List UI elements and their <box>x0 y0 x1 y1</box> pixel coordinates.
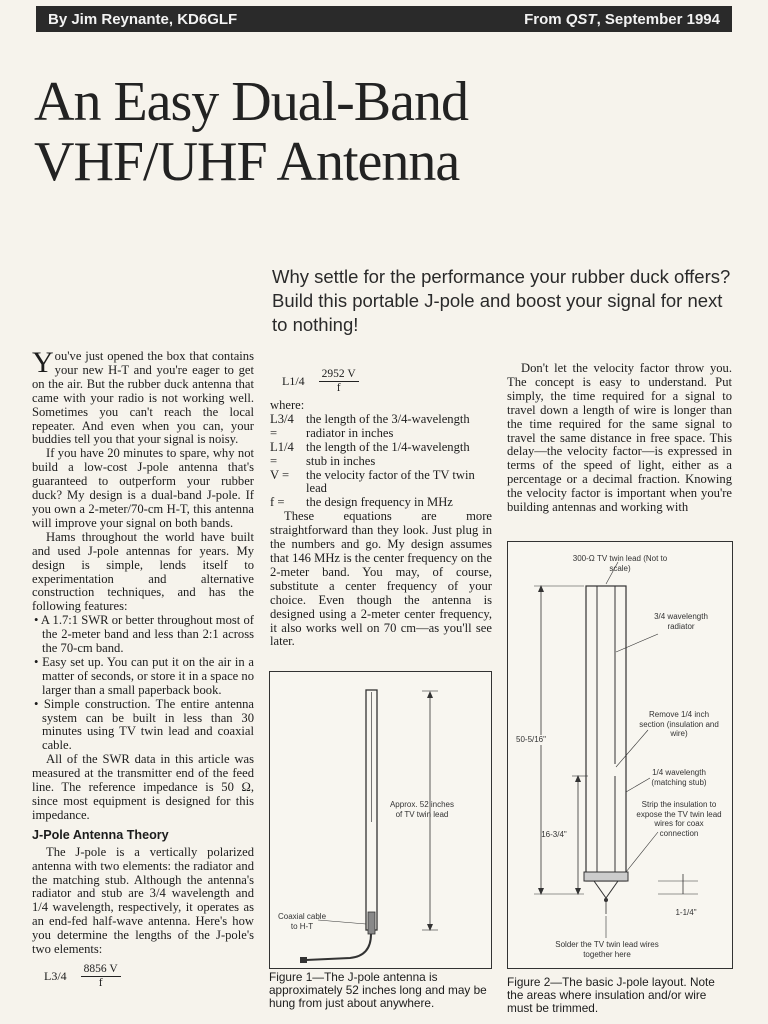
label-solder: Solder the TV twin lead wires together here <box>555 940 659 959</box>
label-twin-lead: 300-Ω TV twin lead (Not to scale) <box>572 554 668 573</box>
paragraph: All of the SWR data in this article was measured at the transmitter end of the feed line. The reference impedance is 50 Ω, since most equipment is designed for this impedance. <box>32 752 254 822</box>
title-line-1: An Easy Dual-Band <box>34 71 469 133</box>
figure-1-caption: Figure 1—The J-pole antenna is approximately 52 inches long and may be hung from just about anywhere. <box>269 970 487 1010</box>
column-2 <box>270 368 492 649</box>
header-bar <box>36 6 732 32</box>
def-key: L3/4 = <box>270 411 294 440</box>
def-key: V = <box>270 467 290 482</box>
label-remove-section: Remove 1/4 inch section (insulation and wire) <box>639 710 719 738</box>
paragraph: Hams throughout the world have built and used J-pole antennas for years. My design is simple, lends itself to experimentation and alternative construction techniques, and has the following features: <box>32 529 254 614</box>
equation-stub <box>282 368 492 395</box>
label-matching-stub: 1/4 wavelength (matching stub) <box>651 768 707 787</box>
def-key: L1/4 = <box>270 439 294 468</box>
def-value: the length of the 3/4-wavelength radiator in inches <box>306 411 470 440</box>
paragraph-intro: You've just opened the box that contains your new H-T and you're eager to get on the air. But the rubber duck antenna that came with your radio is not working well. Sometimes you can't reach the local repeater. And even when you can, your buddies tell you that your signal is noisy. <box>32 346 254 447</box>
dimension-gap: 1-1/4" <box>675 908 697 917</box>
paragraph: The J-pole is a vertically polarized antenna with two elements: the radiator and the matching stub. Although the antenna's radiator and stub are 3/4 wavelength and 1/4 wavelength, respectively, it operates as an end-fed half-wave antenna. Here's how you determine the lengths of the J-pole's two elements: <box>32 844 254 957</box>
dimension-total: 50-5/16" <box>510 735 552 745</box>
variable-definitions <box>270 413 492 510</box>
dimension-stub: 16-3/4" <box>541 830 567 839</box>
bullet-item: • Simple construction. The entire antenna system can be built in less than 30 minutes using TV twin lead and coaxial cable. <box>34 696 254 753</box>
paragraph: These equations are more straightforward than they look. Just plug in the numbers and go. My design assumes that 146 MHz is the center frequency on the 2-meter band. You may, of course, substitute a center frequency of your choice. Even though the antenna is designed using a 2-meter center frequency, it also works well on 70 cm—as you'll see later. <box>270 509 492 649</box>
drop-cap: Y <box>32 346 54 379</box>
def-key: f = <box>270 495 285 510</box>
where-label: where: <box>270 398 305 412</box>
paragraph: If you have 20 minutes to spare, why not build a low-cost J-pole antenna that's guaranteed to outperform your rubber duck? My design is a dual-band J-pole. If you own a 2-meter/70-cm H-T, this antenna will improve your signal on both bands. <box>32 446 254 530</box>
figure-1 <box>269 671 492 969</box>
equation-fraction: $\frac{2952 V}{f}$ <box>319 368 359 395</box>
def-value: the velocity factor of the TV twin lead <box>306 467 475 496</box>
label-twin-lead-length: Approx. 52 inches of TV twin lead <box>389 800 455 819</box>
figure-2-drawing <box>508 542 732 968</box>
equation-fraction: $\frac{8856 V}{f}$ <box>81 963 121 990</box>
source-line: From QST, September 1994 <box>524 10 720 28</box>
column-1 <box>32 346 254 994</box>
label-coax: Coaxial cable to H-T <box>277 912 327 931</box>
equation-lhs: L3/4 <box>44 968 67 983</box>
label-radiator: 3/4 wavelength radiator <box>654 612 708 631</box>
column-3 <box>507 362 732 515</box>
bullet-item: • A 1.7:1 SWR or better throughout most of the 2-meter band and less than 2:1 across the 70-cm band. <box>34 613 254 656</box>
label-strip-insulation: Strip the insulation to expose the TV twin lead wires for coax connection <box>636 800 722 838</box>
title-line-2: VHF/UHF Antenna <box>34 131 460 193</box>
author-byline: By Jim Reynante, KD6GLF <box>48 10 238 28</box>
article-title <box>34 72 468 192</box>
paragraph: Don't let the velocity factor throw you. The concept is easy to understand. Put simply, the time required for a signal to travel down a length of wire is longer than the time required for the same signal to travel the same distance in free space. This delay—the velocity factor—is expressed in terms of the speed of light, either as a percentage or a decimal fraction. Knowing the velocity factor is important when you're building antennas and working with <box>507 361 732 515</box>
bullet-item: • Easy set up. You can put it on the air in a matter of seconds, or store it in a space no larger than a small paperback book. <box>34 654 254 697</box>
section-heading: J-Pole Antenna Theory <box>32 827 169 842</box>
figure-2-caption: Figure 2—The basic J-pole layout. Note the areas where insulation and/or wire must be trimmed. <box>507 975 715 1015</box>
equation-lhs: L1/4 <box>282 373 305 388</box>
def-value: the design frequency in MHz <box>306 495 453 510</box>
equation-radiator <box>44 963 254 990</box>
def-value: the length of the 1/4-wavelength stub in inches <box>306 439 470 468</box>
article-deck: Why settle for the performance your rubber duck offers? Build this portable J-pole and boost your signal for next to nothing! <box>272 266 731 335</box>
figure-2 <box>507 541 733 969</box>
